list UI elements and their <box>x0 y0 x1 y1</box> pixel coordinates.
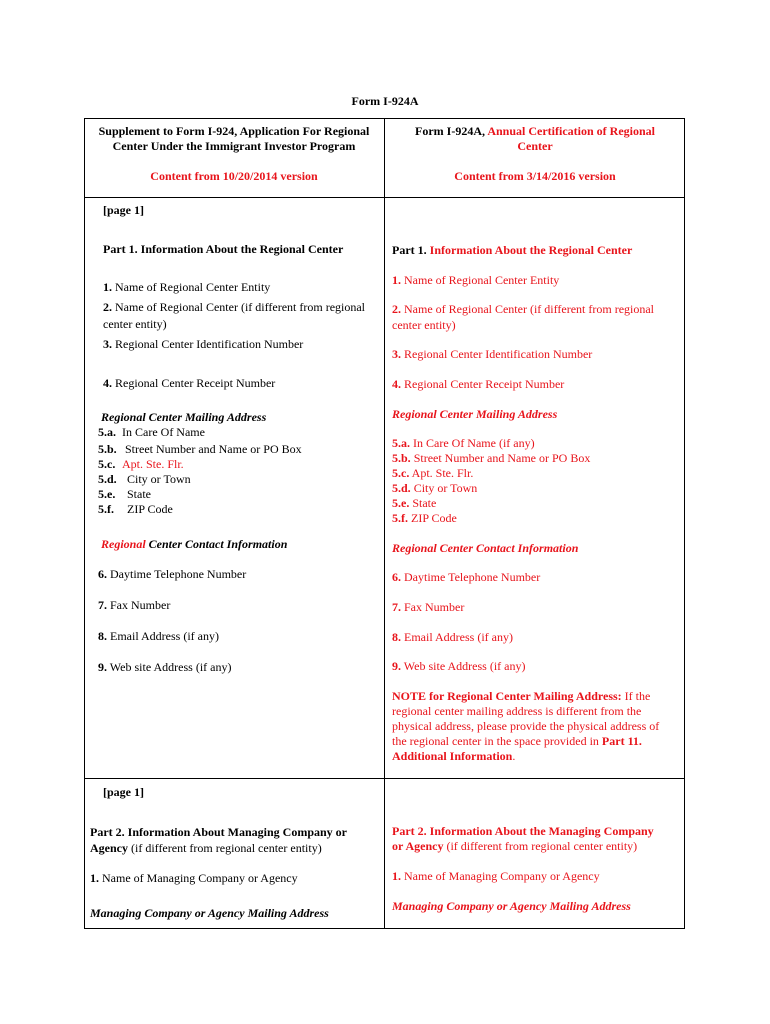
column-divider <box>384 118 385 929</box>
right-item4: 4. Regional Center Receipt Number <box>392 377 565 391</box>
right-header-line2: Center <box>517 139 553 153</box>
left-header-line2: Center Under the Immigrant Investor Program <box>112 139 356 153</box>
part1-title: Part 1. Information About the Regional Center <box>103 242 344 256</box>
right-part1-title: Part 1. Information About the Regional Center <box>392 243 633 257</box>
page-label-2: [page 1] <box>103 785 144 799</box>
left-item4: 4. Regional Center Receipt Number <box>103 376 276 390</box>
right-addr-5e: 5.e. State <box>392 496 437 510</box>
left-contact-heading: Regional Center Contact Information <box>101 537 288 551</box>
right-mailing-heading: Regional Center Mailing Address <box>392 407 558 421</box>
left-item9: 9. Web site Address (if any) <box>98 660 232 674</box>
page-label: [page 1] <box>103 203 144 217</box>
left-item7: 7. Fax Number <box>98 598 171 612</box>
left-item6: 6. Daytime Telephone Number <box>98 567 247 581</box>
note-line4: the regional center in the space provided in Part 11. <box>392 734 642 748</box>
left-header-version: Content from 10/20/2014 version <box>150 169 318 183</box>
right-item3: 3. Regional Center Identification Number <box>392 347 593 361</box>
right-item9: 9. Web site Address (if any) <box>392 659 526 673</box>
right-contact-heading: Regional Center Contact Information <box>392 541 579 555</box>
left-addr-5c: 5.c. Apt. Ste. Flr. <box>98 457 184 471</box>
left-item3: 3. Regional Center Identification Number <box>103 337 304 351</box>
right-addr-5d: 5.d. City or Town <box>392 481 478 495</box>
right-addr-5c: 5.c. Apt. Ste. Flr. <box>392 466 474 480</box>
note-line2: regional center mailing address is different from the <box>392 704 642 718</box>
right-item2: 2. Name of Regional Center (if different from regional <box>392 302 655 316</box>
header-divider <box>84 197 685 198</box>
section-divider <box>84 778 685 779</box>
right-part2-line1: Part 2. Information About the Managing Company <box>392 824 654 838</box>
left-part2-line1: Part 2. Information About Managing Company or <box>90 825 348 839</box>
right-addr-5f: 5.f. ZIP Code <box>392 511 457 525</box>
right-item7: 7. Fax Number <box>392 600 465 614</box>
left-mailing-heading: Regional Center Mailing Address <box>101 410 267 424</box>
note-line3: physical address, please provide the physical address of <box>392 719 660 733</box>
right-addr-5b: 5.b. Street Number and Name or PO Box <box>392 451 591 465</box>
right-addr-5a: 5.a. In Care Of Name (if any) <box>392 436 535 450</box>
left-addr-5d: 5.d. City or Town <box>98 472 191 486</box>
right-item6: 6. Daytime Telephone Number <box>392 570 541 584</box>
note-line1: NOTE for Regional Center Mailing Address: If the <box>392 689 651 703</box>
left-item2-cont: center entity) <box>103 317 167 331</box>
right-item2-cont: center entity) <box>392 318 456 332</box>
right-header-version: Content from 3/14/2016 version <box>454 169 616 183</box>
left-item1: 1. Name of Regional Center Entity <box>103 280 271 294</box>
note-line5: Additional Information. <box>392 749 516 763</box>
left-item2: 2. Name of Regional Center (if different from regional <box>103 300 366 314</box>
right-header-line1: Form I-924A, Annual Certification of Regional <box>415 124 655 138</box>
left-addr-5b: 5.b. Street Number and Name or PO Box <box>98 442 302 456</box>
left-addr-5a: 5.a. In Care Of Name <box>98 425 205 439</box>
right-item1: 1. Name of Regional Center Entity <box>392 273 560 287</box>
left-item8: 8. Email Address (if any) <box>98 629 219 643</box>
right-item8: 8. Email Address (if any) <box>392 630 513 644</box>
form-title: Form I-924A <box>351 94 419 108</box>
left-part2-line2: Agency (if different from regional center entity) <box>90 841 322 855</box>
left-part2-mailing-heading: Managing Company or Agency Mailing Address <box>90 906 329 920</box>
left-addr-5e: 5.e. State <box>98 487 151 501</box>
left-addr-5f: 5.f. ZIP Code <box>98 502 173 516</box>
right-part2-mailing-heading: Managing Company or Agency Mailing Address <box>392 899 631 913</box>
right-part2-line2: or Agency (if different from regional center entity) <box>392 839 638 853</box>
right-part2-item1: 1. Name of Managing Company or Agency <box>392 869 600 883</box>
left-part2-item1: 1. Name of Managing Company or Agency <box>90 871 298 885</box>
left-header-line1: Supplement to Form I-924, Application For Regional <box>98 124 370 138</box>
